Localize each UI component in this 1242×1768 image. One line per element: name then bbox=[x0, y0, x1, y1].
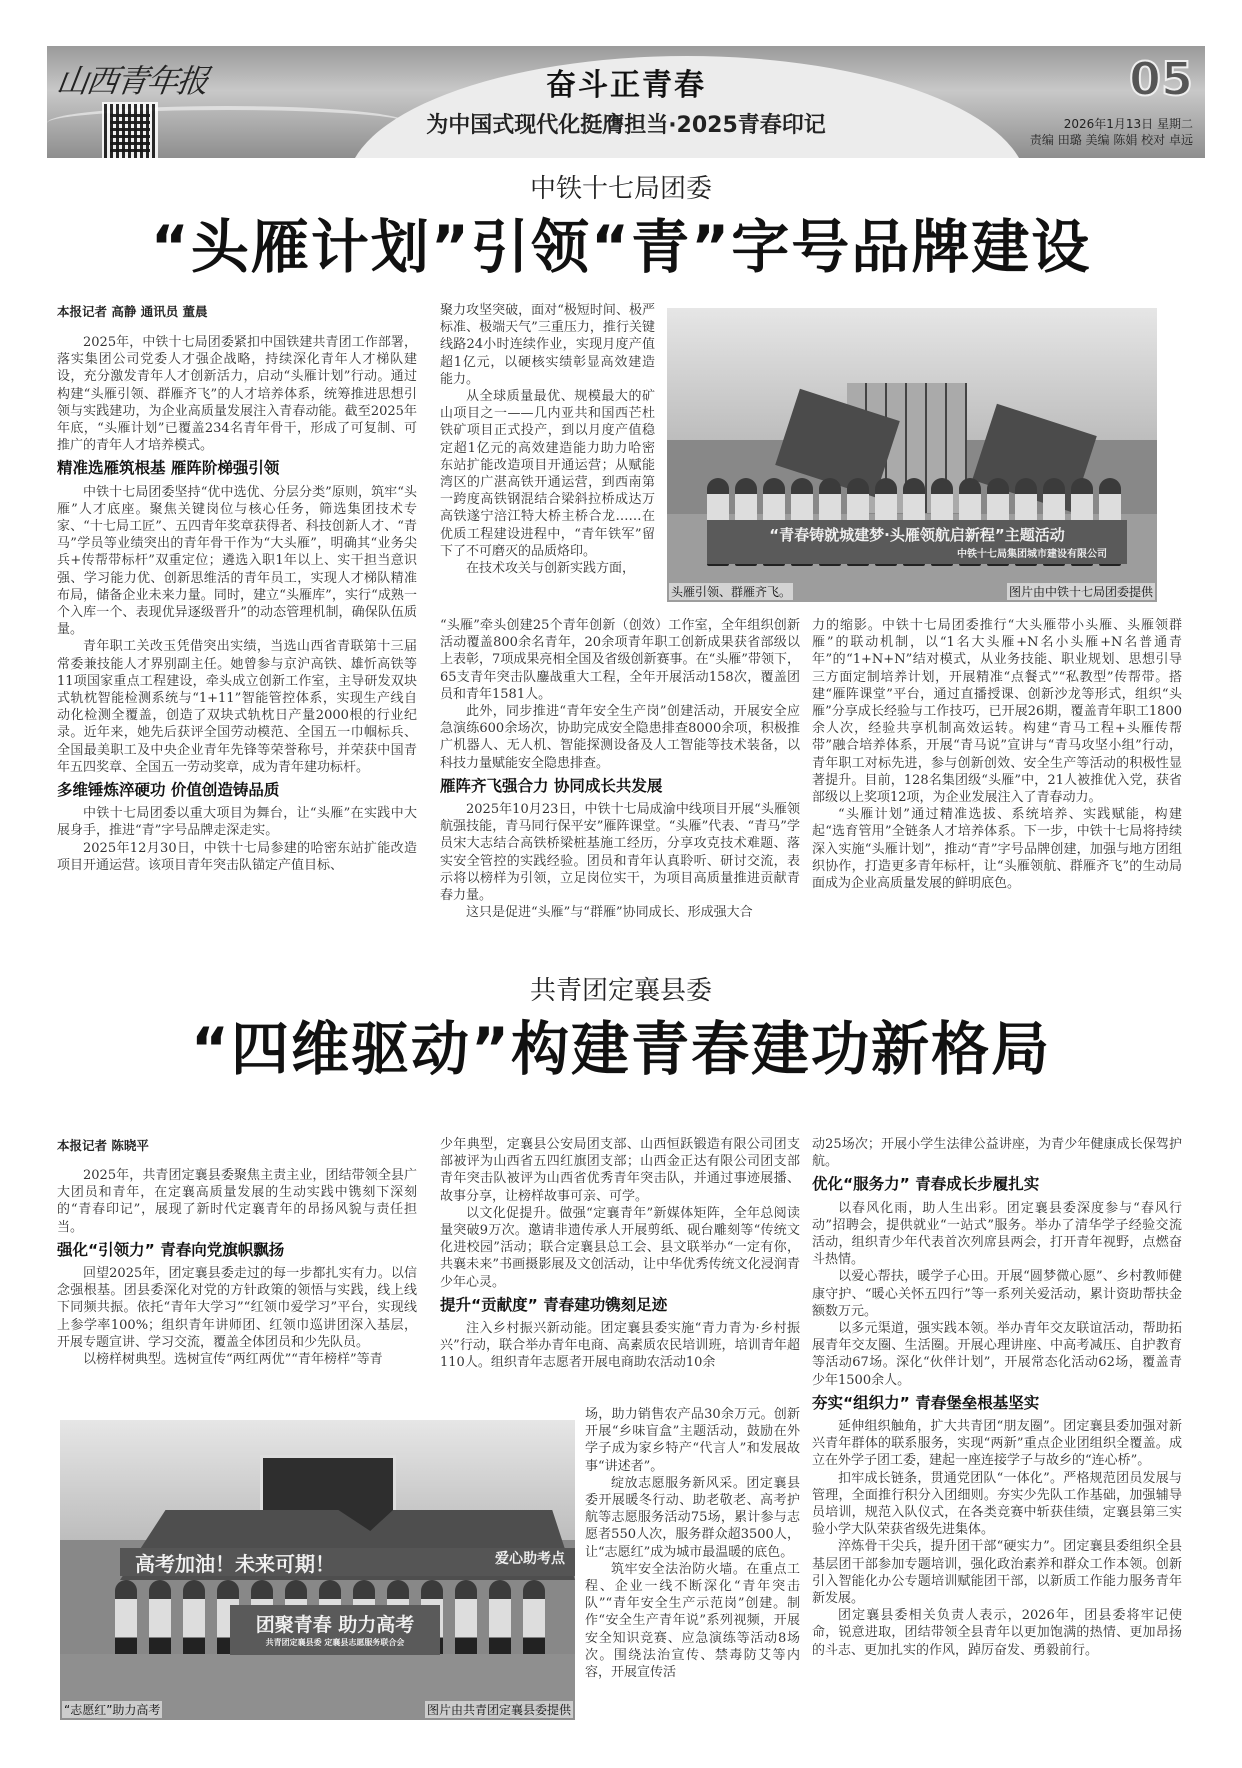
paragraph: 力的缩影。中铁十七局团委推行“大头雁带小头雁、头雁领群雁”的联动机制，以“1名大头雁+N名小头雁+N名普通青年”的“1+N+N”结对模式，从业务技能、职业规划、思想引导三方面定制培养计划，开展精准“点餐式”“私教型”传帮带。搭建“雁阵课堂”平台，通过直播授课、创新沙龙等形式，组织“头雁”分享成长经验与工作技巧，已开展26期，覆盖青年职工1800余人次，经验共享机制高效运转。构建“青马工程+头雁传帮带”融合培养体系，开展“青马说”宣讲与“青马攻坚小组”行动，青年职工对标先进，参与创新创效、安全生产等活动的积极性显著提升。目前，128名集团级“头雁”中，21人被推优入党，获省部级以上奖项12项，为企业发展注入了青春动力。 bbox=[812, 618, 1182, 806]
paragraph: 这只是促进“头雁”与“群雁”协同成长、形成强大合 bbox=[466, 905, 753, 921]
article2-headline: “四维驱动”构建青春建功新格局 bbox=[190, 1015, 1052, 1083]
subheading: 多维锤炼淬硬功 价值创造铸品质 bbox=[57, 781, 280, 800]
subheading: 优化“服务力” 青春成长步履扎实 bbox=[812, 1175, 1040, 1194]
paragraph: 扣牢成长链条，贯通党团队“一体化”。严格规范团员发展与管理，全面推行积分入团细则。夯实少先队工作基础，加强辅导员培训，规范入队仪式，在各类竞赛中斩获佳绩，定襄县第三实验小学大队荣获省级先进集体。 bbox=[812, 1470, 1182, 1538]
tent-banner-text: 高考加油！未来可期！ bbox=[135, 1552, 335, 1576]
paragraph: 以春风化雨，助人生出彩。团定襄县委深度参与“春风行动”招聘会，提供就业“一站式”服务。举办了清华学子经验交流活动，组织青少年代表首次列席县两会，打开青年视野，点燃奋斗热情。 bbox=[812, 1200, 1182, 1268]
section-title: 奋斗正青春 bbox=[546, 68, 706, 103]
article1-kicker: 中铁十七局团委 bbox=[529, 174, 712, 204]
article2-column-1 bbox=[57, 1167, 417, 1368]
paragraph: 以多元渠道，强实践本领。举办青年交友联谊活动，帮助拓展青年交友圈、生活圈。开展心理讲座、中高考减压、自护教育等活动67场。深化“伙伴计划”，开展常态化活动62场，覆盖青少年1500余人。 bbox=[812, 1321, 1182, 1388]
dateline bbox=[1030, 116, 1193, 148]
paragraph: 回望2025年，团定襄县委走过的每一步都扎实有力。以信念强根基。团县委深化对党的方针政策的领悟与实践，线上线下同频共振。依托“青年大学习”“红领巾爱学习”平台，实现线上参学率100%；组织青年讲师团、红领巾巡讲团深入基层，开展专题宣讲、学习交流，覆盖全体团员和少先队员。 bbox=[57, 1266, 417, 1350]
paragraph: 注入乡村振兴新动能。团定襄县委实施“青力青为·乡村振兴”行动，联合举办青年电商、高素质农民培训班，培训青年超110人。组织青年志愿者开展电商助农活动10余 bbox=[440, 1321, 800, 1371]
paragraph: 中铁十七局团委以重大项目为舞台，让“头雁”在实践中大展身手，推进“青”字号品牌走深走实。 bbox=[57, 806, 417, 839]
article1-column-1 bbox=[57, 334, 417, 874]
article2-photo-credit: 图片由共青团定襄县委提供 bbox=[426, 1703, 571, 1717]
paragraph: 少年典型，定襄县公安局团支部、山西恒跃锻造有限公司团支部被评为山西省五四红旗团支部；山西金正达有限公司团支部青年突击队被评为山西省优秀青年突击队，并通过事迹展播、故事分享，让榜样故事可亲、可学。 bbox=[440, 1137, 800, 1204]
page-masthead bbox=[47, 46, 1205, 158]
paragraph: 从全球质量最优、规模最大的矿山项目之一——几内亚共和国西芒杜铁矿项目正式投产，到以月度产值稳定超1亿元的高效建造能力助力哈密东站扩能改造项目开通运营；从赋能湾区的广湛高铁开通运营，到西南第一跨度高铁钢混结合梁斜拉桥成达万高铁遂宁涪江特大桥主桥合龙……在优质工程建设进程中，“青年铁军”留下了不可磨灭的品质烙印。 bbox=[440, 389, 655, 559]
article1-photo-credit: 图片由中铁十七局团委提供 bbox=[1008, 585, 1153, 599]
paragraph: 延伸组织触角，扩大共青团“朋友圈”。团定襄县委加强对新兴青年群体的联系服务，实现“两新”重点企业团组织全覆盖。成立在外学子团工委，建起一座连接学子与故乡的“连心桥”。 bbox=[812, 1419, 1182, 1469]
paragraph: 2025年12月30日，中铁十七局参建的哈密东站扩能改造项目开通运营。该项目青年突击队锚定产值目标、 bbox=[57, 840, 417, 873]
paragraph: “头雁”牵头创建25个青年创新（创效）工作室，全年组织创新活动覆盖800余名青年，20余项青年职工创新成果获省部级以上表彰，7项成果亮相全国及省级创新赛事。在“头雁”带领下，65支青年突击队鏖战重大工程，全年开展活动158次，覆盖团员和青年1581人。 bbox=[440, 618, 800, 702]
paragraph: “头雁计划”通过精准选拔、系统培养、实践赋能，构建起“选育管用”全链条人才培养体系。下一步，中铁十七局将持续深入实施“头雁计划”，推动“青”字号品牌创建，加强与地方团组织协作，打造更多青年标杆，让“头雁领航、群雁齐飞”的生动局面成为企业高质量发展的鲜明底色。 bbox=[812, 807, 1182, 892]
article2-photo bbox=[60, 1420, 575, 1720]
photo-banner-title: “青春铸就城建梦·头雁领航启新程”主题活动 bbox=[769, 526, 1065, 544]
paragraph: 中铁十七局团委坚持“优中选优、分层分类”原则，筑牢“头雁”人才底座。聚焦关键岗位与核心任务，筛选集团技术专家、“十七局工匠”、五四青年奖章获得者、科技创新人才、“青马”学员等业绩突出的青年骨干作为“大头雁”，明确其“业务尖兵+传帮带标杆”双重定位；遴选入职1年以上、实干担当意识强、学习能力优、创新思维活的青年员工，实现人才梯队精准布局，储备企业未来力量。同时，建立“头雁库”，实行“成熟一个入库一个、表现优异逐级晋升”的动态管理机制，确保队伍质量。 bbox=[57, 484, 417, 638]
photo-banner-title: 团聚青春 助力高考 bbox=[255, 1614, 415, 1636]
paragraph: 场，助力销售农产品30余万元。创新开展“乡味盲盒”主题活动，鼓励在外学子成为家乡特产“代言人”和发展故事“讲述者”。 bbox=[585, 1407, 800, 1474]
photo-banner-org: 中铁十七局集团城市建设有限公司 bbox=[957, 549, 1107, 560]
section-subtitle: 为中国式现代化挺膺担当·2025青春印记 bbox=[426, 113, 826, 138]
page-number: 05 bbox=[1128, 52, 1193, 106]
article2-byline: 本报记者 陈晓平 bbox=[57, 1138, 149, 1153]
article1-photo bbox=[667, 308, 1157, 602]
photo-banner-org: 共青团定襄县委 定襄县志愿服务联合会 bbox=[265, 1638, 405, 1647]
subheading: 精准选雁筑根基 雁阵阶梯强引领 bbox=[57, 459, 280, 478]
paragraph: 筑牢安全法治防火墙。在重点工程、企业一线不断深化“青年突击队”“青年安全生产示范岗”创建。制作“安全生产青年说”系列视频，开展安全知识竞赛、应急演练等活动8场次。围绕法治宣传、禁毒防艾等内容，开展宣传活 bbox=[585, 1561, 800, 1681]
article1-column-2 bbox=[440, 617, 800, 921]
paragraph: 2025年，共青团定襄县委聚焦主责主业，团结带领全县广大团员和青年，在定襄高质量发展的生动实践中镌刻下深刻的“青春印记”，展现了新时代定襄青年的昂扬风貌与责任担当。 bbox=[57, 1168, 417, 1235]
article2-kicker: 共青团定襄县委 bbox=[529, 976, 712, 1006]
paragraph: 2025年10月23日，中铁十七局成渝中线项目开展“头雁领航强技能，青马同行保平安”雁阵课堂。“头雁”代表、“青马”学员宋大志结合高铁桥梁桩基施工经历，分享攻克技术难题、落实安全管控的实践经验。团员和青年认真聆听、研讨交流，表示将以榜样为引领，立足岗位实干，为项目高质量推进贡献青春力量。 bbox=[440, 802, 800, 904]
article1-byline: 本报记者 高静 通讯员 董晨 bbox=[57, 304, 208, 319]
paragraph: 团定襄县委相关负责人表示，2026年，团县委将牢记使命，锐意进取，团结带领全县青年以更加饱满的热情、更加昂扬的斗志、更加扎实的作风，踔厉奋发、勇毅前行。 bbox=[812, 1608, 1182, 1658]
photo-banner bbox=[230, 1605, 440, 1655]
article1-headline: “头雁计划”引领“青”字号品牌建设 bbox=[150, 213, 1092, 281]
subheading: 雁阵齐飞强合力 协同成长共发展 bbox=[440, 776, 663, 795]
subheading: 夯实“组织力” 青春堡垒根基坚实 bbox=[812, 1393, 1040, 1412]
paragraph: 绽放志愿服务新风采。团定襄县委开展暖冬行动、助老敬老、高考护航等志愿服务活动75场，累计参与志愿者550人次，服务群众超3500人，让“志愿红”成为城市最温暖的底色。 bbox=[585, 1475, 800, 1560]
editor-credits: 责编 田璐 美编 陈娟 校对 卓远 bbox=[1029, 133, 1193, 147]
paragraph: 此外，同步推进“青年安全生产岗”创建活动，开展安全应急演练600余场次，协助完成安全隐患排查8000余项，积极推广机器人、无人机、智能探测设备及人工智能等技术装备，以科技力量赋能安全隐患排查。 bbox=[440, 704, 800, 771]
paragraph: 2025年，中铁十七局团委紧扣中国铁建共青团工作部署，落实集团公司党委人才强企战略，持续深化青年人才梯队建设，充分激发青年人才创新活力，启动“头雁计划”行动。通过构建“头雁引领、群雁齐飞”的人才培养体系，统筹推进思想引领与实践建功，为企业高质量发展注入青春动能。截至2025年年底，“头雁计划”已覆盖234名青年骨干，形成了可复制、可推广的青年人才培养模式。 bbox=[57, 335, 417, 454]
newspaper-logo: 山西青年报 bbox=[54, 62, 210, 100]
article1-photo-caption: 头雁引领、群雁齐飞。 bbox=[671, 585, 792, 599]
paragraph: 淬炼骨干尖兵，提升团干部“硬实力”。团定襄县委组织全县基层团干部参加专题培训，强化政治素养和群众工作本领。创新引入智能化办公专题培训赋能团干部，以新质工作能力服务青年新发展。 bbox=[812, 1539, 1182, 1607]
article2-column-2 bbox=[440, 1136, 800, 1372]
paragraph: 在技术攻关与创新实践方面， bbox=[466, 561, 636, 577]
issue-date: 2026年1月13日 星期二 bbox=[1063, 117, 1193, 131]
article2-photo-caption: “志愿红”助力高考 bbox=[64, 1703, 161, 1717]
paragraph: 以爱心帮扶，暖学子心田。开展“圆梦微心愿”、乡村教师健康守护、“暖心关怀五四行”等一系列关爱活动，累计资助帮扶金额数万元。 bbox=[812, 1269, 1182, 1319]
photo-tent-banner bbox=[120, 1548, 575, 1576]
paragraph: 以文化促提升。做强“定襄青年”新媒体矩阵，全年总阅读量突破9万次。邀请非遗传承人开展剪纸、砚台雕刻等“传统文化进校园”活动；联合定襄县总工会、县文联举办“一定有你，共襄未来”书画摄影展及文创活动，让中华优秀传统文化浸润青少年心灵。 bbox=[440, 1205, 800, 1290]
article1-column-3 bbox=[812, 617, 1182, 892]
paragraph: 聚力攻坚突破，面对“极短时间、极严标准、极端天气”三重压力，推行关键线路24小时连续作业，实现月度产值超1亿元，以硬核实绩彰显高效建造能力。 bbox=[440, 303, 655, 387]
subheading: 强化“引领力” 青春向党旗帜飘扬 bbox=[57, 1240, 285, 1259]
paragraph: 青年职工关改玉凭借突出实绩，当选山西省青联第十三届常委兼技能人才界别副主任。她曾参与京沪高铁、雄忻高铁等11项国家重点工程建设，牵头成立创新工作室，主导研发双块式轨枕智能检测系统与“1+11”智能管控体系，实现生产线自动化检测全覆盖，创造了双块式轨枕日产量2000根的行业纪录。近年来，她先后获评全国劳动模范、全国五一巾帼标兵、全国最美职工及中央企业青年先锋等荣誉称号，并荣获中国青年五四奖章、全国五一劳动奖章，成为青年建功标杆。 bbox=[57, 639, 417, 775]
photo-banner bbox=[707, 520, 1127, 564]
tent-banner-right-text: 爱心助考点 bbox=[495, 1551, 565, 1567]
paragraph: 动25场次；开展小学生法律公益讲座，为青少年健康成长保驾护航。 bbox=[812, 1137, 1182, 1170]
paragraph: 以榜样树典型。选树宣传“两红两优”“青年榜样”等青 bbox=[83, 1352, 383, 1368]
article1-column-2-top bbox=[440, 302, 655, 577]
article2-column-2-bottom bbox=[585, 1406, 800, 1681]
article2-column-3 bbox=[812, 1136, 1182, 1659]
subheading: 提升“贡献度” 青春建功镌刻足迹 bbox=[440, 1295, 668, 1314]
